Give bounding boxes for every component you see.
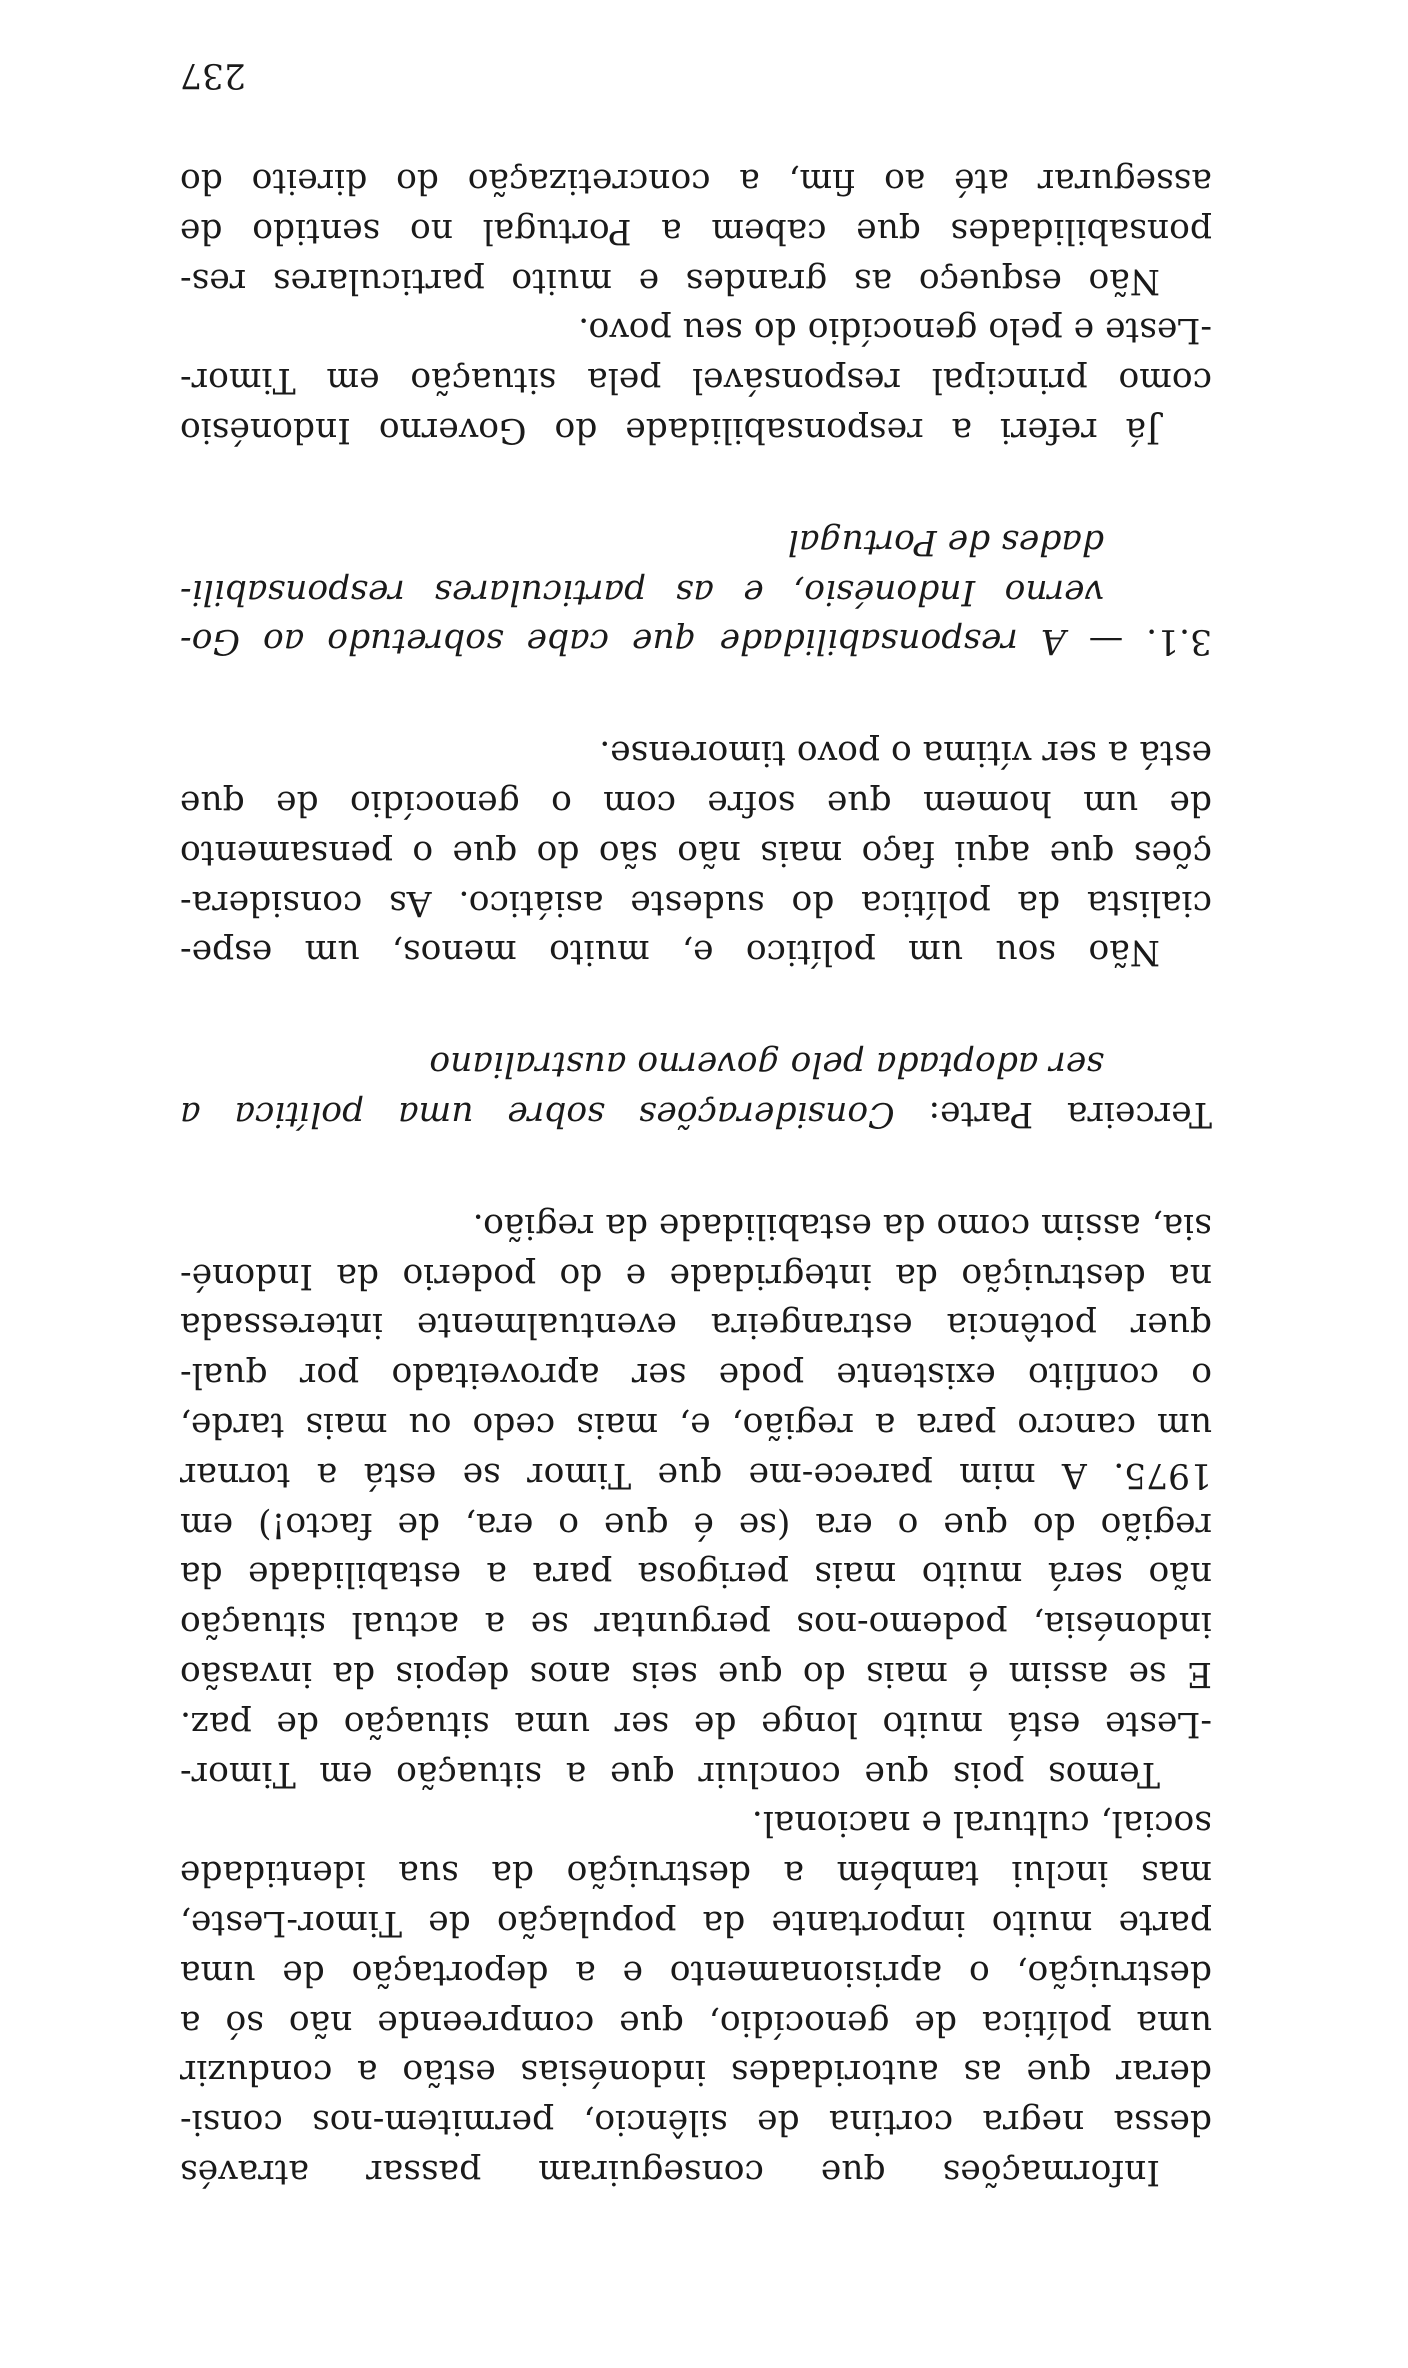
text-line: dessa negra cortina de silêncio, permitem-nos consi-: [180, 2102, 1212, 2143]
text-line: 1975. A mim parece-me que Timor se está a tornar: [180, 1454, 1212, 1495]
text-line: sia, assim como da estabilidade da região.: [472, 1205, 1212, 1246]
text-line: ponsabilidades que cabem a Portugal no sentido de: [180, 210, 1212, 251]
text-line: -Leste está muito longe de ser uma situação de paz.: [180, 1703, 1212, 1744]
page-number: 237: [180, 55, 246, 96]
text-line: não será muito mais perigosa para a estabilidade da: [180, 1554, 1212, 1595]
part-title-text: Considerações sobre uma política a: [180, 1094, 895, 1135]
text-line: uma política de genocídio, que compreende não só a: [180, 2002, 1212, 2043]
text-line: um cancro para a região, e, mais cedo ou mais tarde,: [180, 1405, 1212, 1446]
paragraph-3: [180, 727, 1212, 976]
text-line: Não esqueço as grandes e muito particulares res-: [180, 260, 1160, 301]
text-line: o conflito existente pode ser aproveitado por qual-: [180, 1355, 1212, 1396]
text-line: derar que as autoridades indonésias estão a conduzir: [180, 2052, 1212, 2093]
text-line: parte muito importante da população de Timor-Leste,: [180, 1903, 1212, 1944]
part-title: [180, 1038, 1212, 1138]
spacer: [180, 454, 1212, 516]
text-line: Já referi a responsabilidade do Governo Indonésio: [180, 410, 1160, 451]
section-heading-line: verno Indonésio, e as particulares responsabili-: [180, 571, 1104, 612]
section-heading-line: [180, 616, 1212, 666]
section-heading-text: A responsabilidade que cabe sobretudo ao Go-: [180, 621, 1066, 662]
text-line: quer potência estrangeira eventualmente interessada: [180, 1305, 1212, 1346]
part-title-line: [180, 1088, 1212, 1138]
text-line: social, cultural e nacional.: [751, 1803, 1212, 1844]
text-line: como principal responsável pela situação em Timor-: [180, 360, 1212, 401]
part-title-lead: Terceira Parte:: [928, 1094, 1212, 1135]
part-title-line: ser adoptada pelo governo australiano: [429, 1044, 1104, 1085]
text-line: de um homem que sofre com o genocídio de que: [180, 783, 1212, 824]
text-line: destruição, o aprisionamento e a deportação de uma: [180, 1952, 1212, 1993]
text-line: está a ser vítima o povo timorense.: [599, 733, 1212, 774]
text-line: na destruição da integridade e do poderio da Indoné-: [180, 1255, 1212, 1296]
text-line: Informações que conseguiram passar através: [180, 2152, 1160, 2192]
text-line: indonésia, podemo-nos perguntar se a actual situação: [180, 1604, 1212, 1645]
text-line: Não sou um político e, muito menos, um espe-: [180, 932, 1160, 973]
section-heading-line: dades de Portugal: [787, 521, 1104, 562]
text-line: -Leste e pelo genocídio do seu povo.: [578, 310, 1212, 351]
paragraph-5: [180, 155, 1212, 304]
spacer: [180, 1138, 1212, 1200]
paragraph-4: [180, 305, 1212, 454]
spacer: [180, 665, 1212, 727]
section-heading: [180, 516, 1212, 665]
text-line: E se assim é mais do que seis anos depois da invasão: [180, 1654, 1212, 1695]
text-line: ções que aqui faço mais não são do que o pensamento: [180, 832, 1212, 873]
text-line: região do que o era (se é que o era, de facto!) em: [180, 1504, 1212, 1545]
text-line: assegurar até ao fim, a concretização do direito do: [180, 161, 1212, 202]
paragraph-1: [180, 1798, 1212, 2196]
text-line: mas inclui também a destruição da sua identidade: [180, 1853, 1212, 1894]
text-block: [180, 50, 1212, 2196]
paragraph-2: [180, 1200, 1212, 1798]
section-number: 3.1. —: [1088, 621, 1212, 662]
text-line: Temos pois que concluir que a situação em Timor-: [180, 1753, 1160, 1794]
text-line: cialista da política do sudeste asiático. As considera-: [180, 882, 1212, 923]
spacer: [180, 976, 1212, 1038]
